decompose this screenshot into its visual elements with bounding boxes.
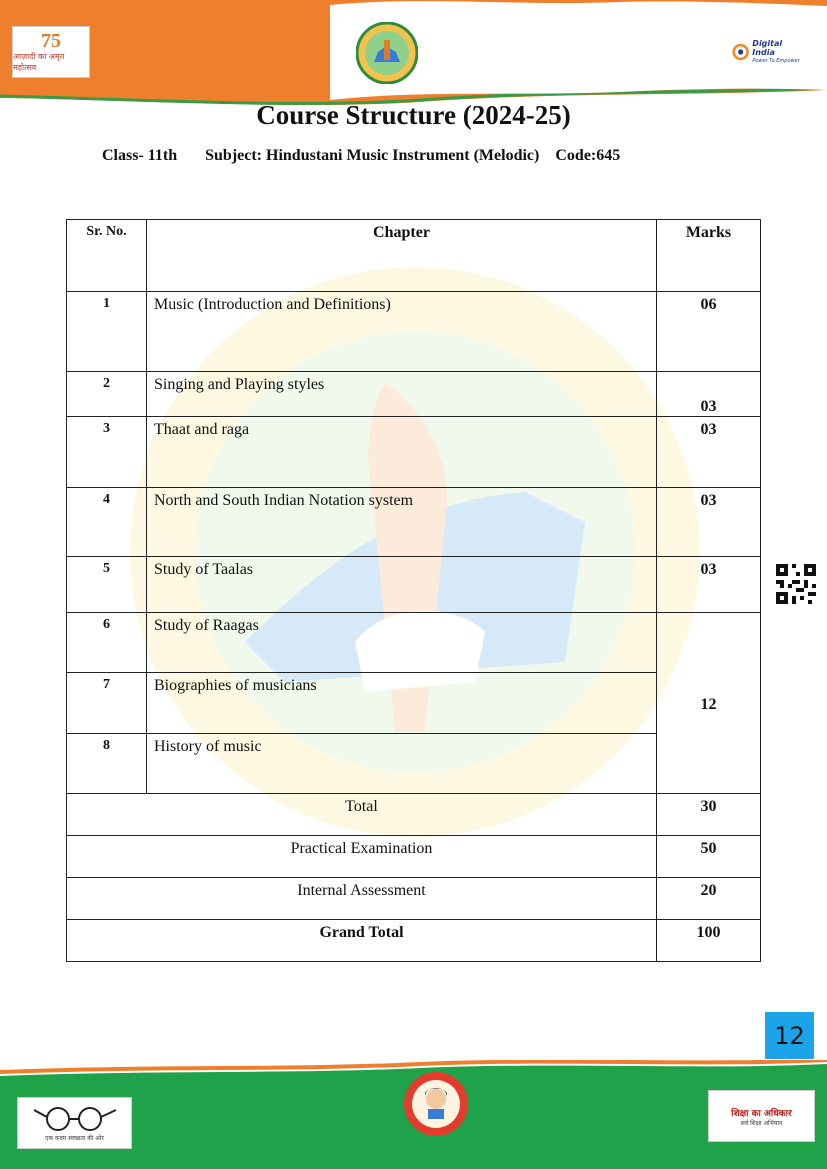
row-sr: 5 xyxy=(67,557,147,613)
row-marks: 03 xyxy=(657,488,761,557)
row-chapter: Music (Introduction and Definitions) xyxy=(147,292,657,372)
row-chapter: Study of Taalas xyxy=(147,557,657,613)
row-sr: 7 xyxy=(67,673,147,734)
table-row xyxy=(67,372,761,417)
grand-total-label: Grand Total xyxy=(67,920,657,962)
table-row xyxy=(67,557,761,613)
table-row xyxy=(67,488,761,557)
table-header-row xyxy=(67,220,761,292)
row-sr: 8 xyxy=(67,734,147,794)
row-chapter: Thaat and raga xyxy=(147,417,657,488)
row-marks: 03 xyxy=(657,372,761,417)
row-sr: 1 xyxy=(67,292,147,372)
row-chapter: North and South Indian Notation system xyxy=(147,488,657,557)
shiksha-title: शिक्षा का अधिकार xyxy=(731,1108,792,1119)
page-title: Course Structure (2024-25) xyxy=(256,100,571,130)
table-row xyxy=(67,673,761,734)
total-marks: 30 xyxy=(657,794,761,836)
header-marks: Marks xyxy=(657,220,761,292)
subject-label: Subject: Hindustani Music Instrument (Melodic) xyxy=(205,147,540,164)
digital-india-icon xyxy=(732,42,749,62)
table-row xyxy=(67,292,761,372)
practical-row xyxy=(67,836,761,878)
header-chapter: Chapter xyxy=(147,220,657,292)
sarva-shiksha-abhiyan-logo xyxy=(708,1090,815,1142)
row-chapter: History of music xyxy=(147,734,657,794)
row-marks: 03 xyxy=(657,557,761,613)
row-chapter: Singing and Playing styles xyxy=(147,372,657,417)
digital-india-logo xyxy=(732,38,800,66)
grand-total-marks: 100 xyxy=(657,920,761,962)
row-sr: 6 xyxy=(67,613,147,673)
code-label: Code:645 xyxy=(555,147,621,164)
class-label: Class- 11th xyxy=(102,147,178,164)
course-structure-table xyxy=(66,219,761,962)
beti-bachao-icon xyxy=(403,1071,469,1137)
total-label: Total xyxy=(67,794,657,836)
table-row xyxy=(67,417,761,488)
row-sr: 4 xyxy=(67,488,147,557)
practical-marks: 50 xyxy=(657,836,761,878)
row-sr: 2 xyxy=(67,372,147,417)
row-marks: 03 xyxy=(657,417,761,488)
digital-india-title: Digital India xyxy=(752,38,783,57)
shiksha-subtitle: सर्व शिक्षा अभियान xyxy=(740,1119,783,1127)
internal-assessment-label: Internal Assessment xyxy=(67,878,657,920)
total-row xyxy=(67,794,761,836)
azadi-ka-amrit-mahotsav-logo: 75 आज़ादी का अमृत महोत्सव xyxy=(12,26,90,78)
grand-total-row xyxy=(67,920,761,962)
practical-label: Practical Examination xyxy=(67,836,657,878)
row-chapter: Biographies of musicians xyxy=(147,673,657,734)
course-subline xyxy=(102,147,620,165)
digital-india-tagline: Power To Empower xyxy=(752,57,800,64)
table-row xyxy=(67,613,761,673)
qr-code-icon xyxy=(776,564,816,604)
board-emblem-icon xyxy=(356,22,418,84)
swachh-bharat-logo xyxy=(17,1097,132,1149)
page-number: 12 xyxy=(765,1012,814,1059)
swachh-tagline: एक कदम स्वच्छता की ओर xyxy=(45,1135,104,1142)
row-chapter: Study of Raagas xyxy=(147,613,657,673)
row-marks-merged: 12 xyxy=(657,613,761,794)
internal-assessment-row xyxy=(67,878,761,920)
row-sr: 3 xyxy=(67,417,147,488)
internal-assessment-marks: 20 xyxy=(657,878,761,920)
header-sr-no: Sr. No. xyxy=(67,220,147,292)
table-row xyxy=(67,734,761,794)
glasses-icon xyxy=(30,1104,120,1134)
row-marks: 06 xyxy=(657,292,761,372)
